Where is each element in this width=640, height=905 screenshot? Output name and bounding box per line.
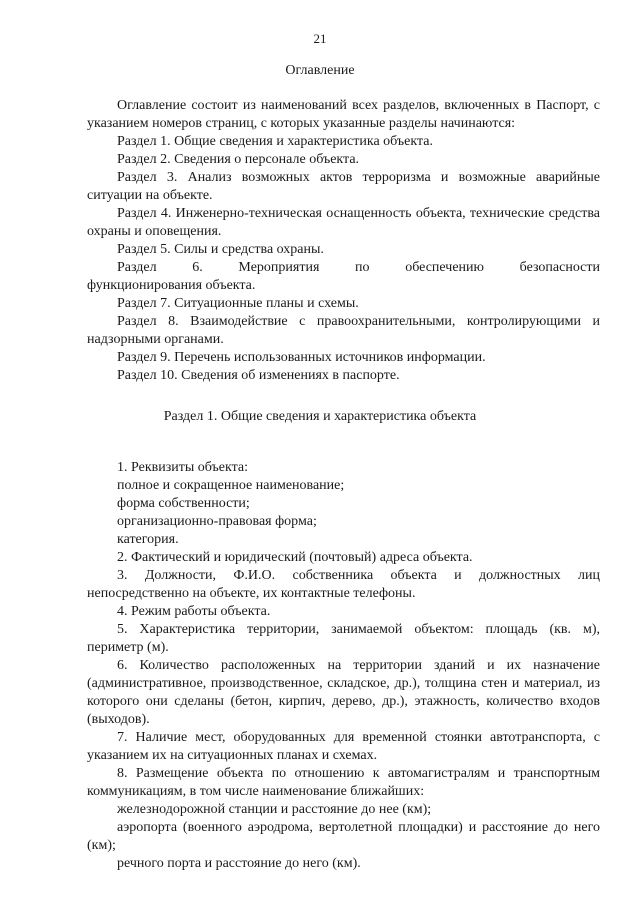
section1-line-15: речного порта и расстояние до него (км). bbox=[117, 856, 361, 871]
section1-line-3: форма собственности; bbox=[117, 496, 250, 511]
toc-item-8: Раздел 8. Взаимодействие с правоохранительными, контролирующими и надзорными органами. bbox=[87, 314, 600, 347]
section1-line-11: 7. Наличие мест, оборудованных для временной стоянки автотранспорта, с указанием их на ситуационных планах и схемах. bbox=[87, 730, 600, 763]
toc-item-3: Раздел 3. Анализ возможных актов терроризма и возможные аварийные ситуации на объекте. bbox=[87, 170, 600, 203]
section1-line-1: 1. Реквизиты объекта: bbox=[117, 460, 249, 475]
toc-item-1: Раздел 1. Общие сведения и характеристика объекта. bbox=[117, 134, 434, 149]
section1-line-6: 2. Фактический и юридический (почтовый) адреса объекта. bbox=[117, 550, 473, 565]
section1-title: Раздел 1. Общие сведения и характеристика объекта bbox=[163, 409, 477, 424]
page-number: 21 bbox=[313, 31, 327, 46]
section1-line-4: организационно-правовая форма; bbox=[117, 514, 317, 529]
section1-line-7: 3. Должности, Ф.И.О. собственника объекта и должностных лиц непосредственно на объекте, их контактные телефоны. bbox=[87, 568, 600, 601]
toc-item-6-continued: функционирования объекта. bbox=[87, 278, 256, 293]
section1-line-5: категория. bbox=[117, 532, 179, 547]
toc-item-4: Раздел 4. Инженерно-техническая оснащенность объекта, технические средства охраны и оповещения. bbox=[87, 206, 600, 239]
toc-title: Оглавление bbox=[285, 63, 355, 78]
toc-item-9: Раздел 9. Перечень использованных источников информации. bbox=[117, 350, 486, 365]
section1-line-12: 8. Размещение объекта по отношению к автомагистралям и транспортным коммуникациям, в том числе наименование ближайших: bbox=[87, 766, 600, 799]
toc-item-5: Раздел 5. Силы и средства охраны. bbox=[117, 242, 324, 257]
section1-line-8: 4. Режим работы объекта. bbox=[117, 604, 271, 619]
toc-item-2: Раздел 2. Сведения о персонале объекта. bbox=[117, 152, 360, 167]
toc-item-10: Раздел 10. Сведения об изменениях в паспорте. bbox=[117, 368, 400, 383]
section1-line-13: железнодорожной станции и расстояние до нее (км); bbox=[117, 802, 432, 817]
toc-block bbox=[87, 97, 600, 385]
section1-line-10: 6. Количество расположенных на территории зданий и их назначение (административное, производственное, складское, др.), толщина стен и материал, из которого они сделаны (бетон, кирпич, дерево, др.), этажность, количество входов (выходов). bbox=[87, 658, 600, 727]
section1-line-14: аэропорта (военного аэродрома, вертолетной площадки) и расстояние до него (км); bbox=[87, 820, 600, 853]
toc-item-7: Раздел 7. Ситуационные планы и схемы. bbox=[117, 296, 359, 311]
toc-intro: Оглавление состоит из наименований всех разделов, включенных в Паспорт, с указанием номеров страниц, с которых указанные разделы начинаются: bbox=[87, 98, 600, 131]
section1-line-2: полное и сокращенное наименование; bbox=[117, 478, 345, 493]
section1-line-9: 5. Характеристика территории, занимаемой объектом: площадь (кв. м), периметр (м). bbox=[87, 622, 600, 655]
toc-item-6: Раздел 6. Мероприятия по обеспечению безопасности bbox=[117, 260, 600, 275]
section1-block bbox=[87, 443, 600, 873]
